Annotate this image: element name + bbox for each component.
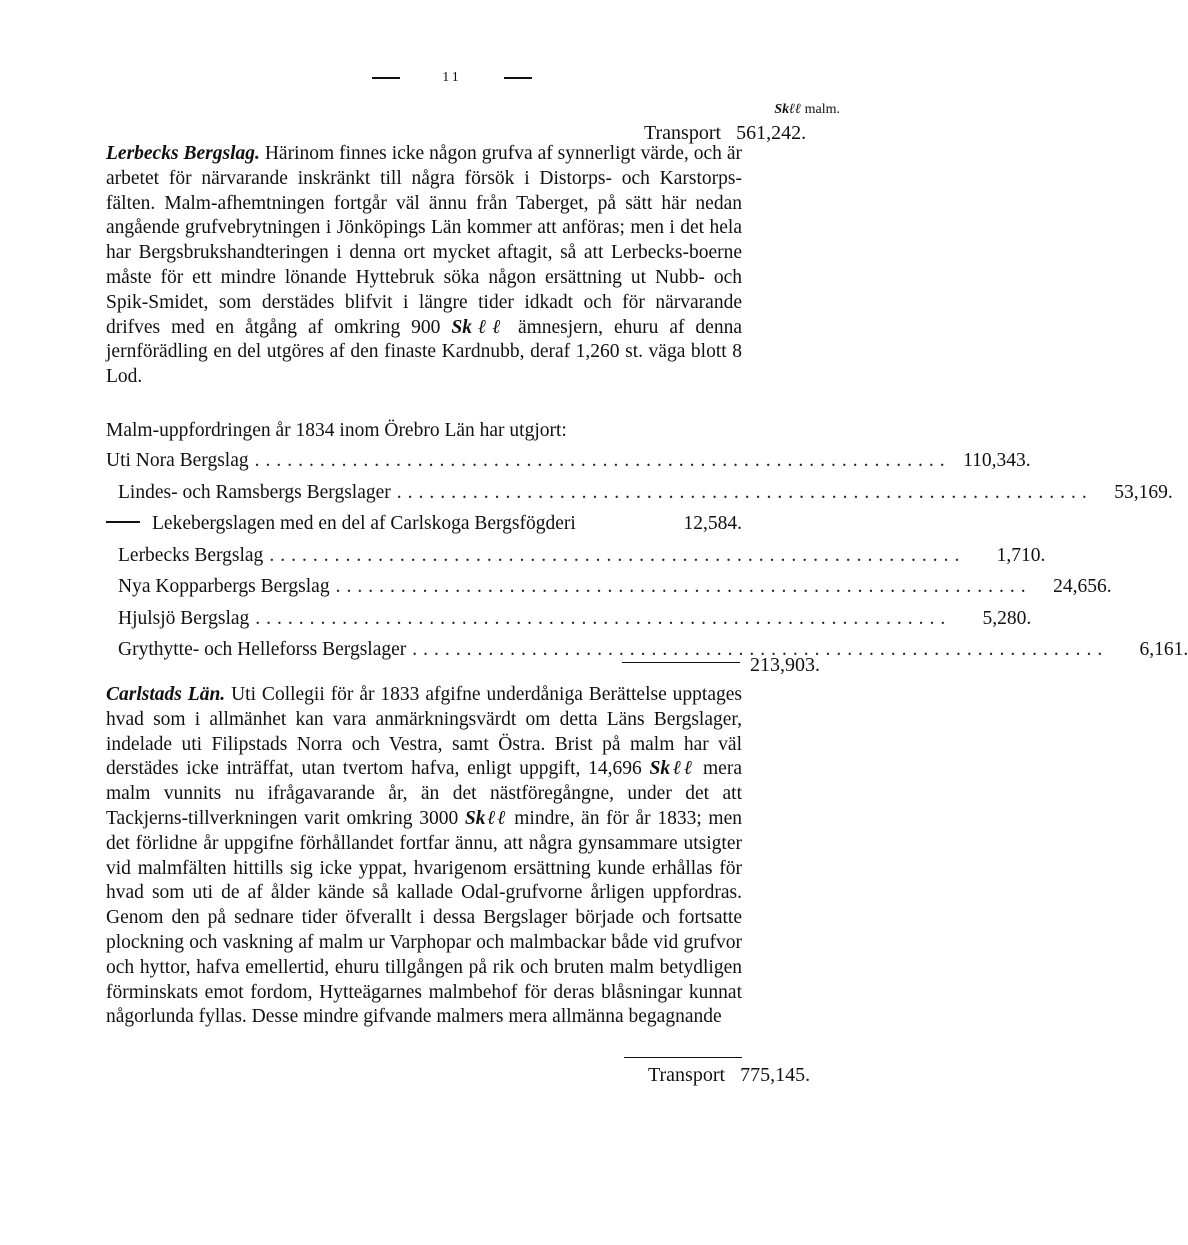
paragraph-text: mindre, än för år 1833; men det förlidne år uppgifne förhållandet fortfar ännu, att några gynsammare utsigter vid malmfälten hittills sig icke yppat, hvarigenom ersättning kunde erhållas för hvad som uti de af ålder kände så kallade Odal-grufvorne årligen uppfordras. Genom den på sednare tider öfverallt i dessa Bergslager började och fortsatte plockning och vaskning af malm ur Varphopar och malmbackar både vid grufvor och hyttor, hafva emellertid, ehuru tillgången på rik och bruten malm betydligen förminskats emot fordom, Hytteägarnes malmbehof för deras blåsningar kunnat någorlunda fyllas. Desse mindre gifvande malmers mera allmänna begagnande (106, 807, 743, 1028)
unit-abbrev: Skℓℓ (451, 316, 507, 338)
paragraph-text: mera malm vunnits nu ifrågavarande år, än det nästföregångne, under det att Tackjerns-tillverkningen varit omkring 3000 (106, 758, 742, 829)
dot-leader: ................................................................ (269, 544, 966, 566)
list-item (106, 513, 742, 545)
item-value: 53,169. (1114, 481, 1173, 503)
list-item (106, 544, 1046, 577)
unit-word: malm. (804, 102, 840, 117)
section-heading-carlstad: Carlstads Län. (106, 684, 226, 705)
dot-leader: ................................................................ (396, 481, 1093, 503)
transport-label: Transport (648, 1064, 726, 1086)
item-name: Hjulsjö Bergslag (118, 607, 250, 629)
paragraph-text: Uti Collegii för år 1833 afgifne underdåniga Berättelse upptages hvad som i allmänhet kan vara anmärkningsvärdt om detta Läns Bergslager, indelade uti Filipstads Norra och Vestra, samt Östra. Brist på malm har väl derstädes icke inträffat, utan tvertom hafva, enligt uppgift, 14,696 (106, 684, 742, 780)
transport-rule (624, 1057, 742, 1058)
transport-value: 561,242. (736, 122, 807, 144)
list-item (106, 450, 1031, 482)
column-unit-heading (770, 102, 840, 118)
malm-intro: Malm-uppfordringen år 1834 inom Örebro Län har utgjort: (106, 420, 567, 441)
item-value: 110,343. (963, 450, 1031, 471)
sum-rule (622, 662, 740, 663)
malm-total: 213,903. (750, 654, 820, 676)
item-name: Grythytte- och Helleforss Bergslager (118, 639, 407, 660)
item-name: Lerbecks Bergslag (118, 544, 264, 566)
header-dash-right (504, 77, 532, 79)
paragraph-text: Härinom finnes icke någon grufva af synnerligt värde, och är arbetet för närvarande inskränkt till några försök i Distorps- och Karstorps-fälten. Malm-afhemtningen fortgår väl ännu från Taberget, på sätt här nedan angående grufvebrytningen i Jönköpings Län kommer att anföras; men i det hela har Bergsbrukshandteringen i denna ort mycket aftagit, så att Lerbecks-boerne måste för ett mindre lönande Hyttebruk söka någon ersättning ut Nubb- och Spik-Smidet, som derstädes blifvit i längre tider idkadt och för närvarande drifves med en åtgång af omkring 900 (106, 143, 742, 338)
dot-leader: ................................................................ (412, 639, 1109, 660)
transport-value: 775,145. (740, 1064, 811, 1086)
paragraph-text: ämnesjern, ehuru af denna jernförädling en del utgöres af den finaste Kardnubb, deraf 1,260 st. väga blott 8 Lod. (106, 316, 742, 388)
transport-bottom (648, 1064, 810, 1087)
list-item (106, 481, 1173, 514)
paragraph-carlstad (106, 683, 742, 1030)
item-value: 24,656. (1053, 576, 1112, 597)
item-name: Lekebergslagen med en del af Carlskoga Bergsfögderi (152, 513, 576, 534)
paragraph-lerbeck (106, 142, 742, 390)
item-name: Lindes- och Ramsbergs Bergslager (118, 481, 391, 503)
unit-abbrev: Skℓℓ (649, 758, 696, 780)
item-name: Nya Kopparbergs Bergslag (118, 576, 330, 597)
item-value: 6,161. (1139, 639, 1188, 660)
unit-abbrev: Skℓℓ (464, 807, 508, 829)
dot-leader: ................................................................ (254, 450, 951, 471)
transport-label: Transport (644, 122, 722, 144)
header-dash-left (372, 77, 400, 79)
page-header (372, 66, 532, 90)
item-name: Uti Nora Bergslag (106, 450, 249, 471)
unit-abbrev: Skℓℓ (774, 102, 802, 117)
dot-leader: ................................................................ (255, 607, 952, 629)
item-value: 1,710. (996, 544, 1046, 566)
item-value: 12,584. (683, 513, 742, 534)
dash-marker (106, 521, 140, 523)
section-heading-lerbeck: Lerbecks Bergslag. (106, 143, 260, 164)
page-number: 11 (442, 70, 462, 85)
item-value: 5,280. (982, 607, 1032, 629)
dot-leader: ................................................................ (335, 576, 1032, 597)
list-item (106, 576, 1112, 608)
list-item (106, 607, 1032, 640)
